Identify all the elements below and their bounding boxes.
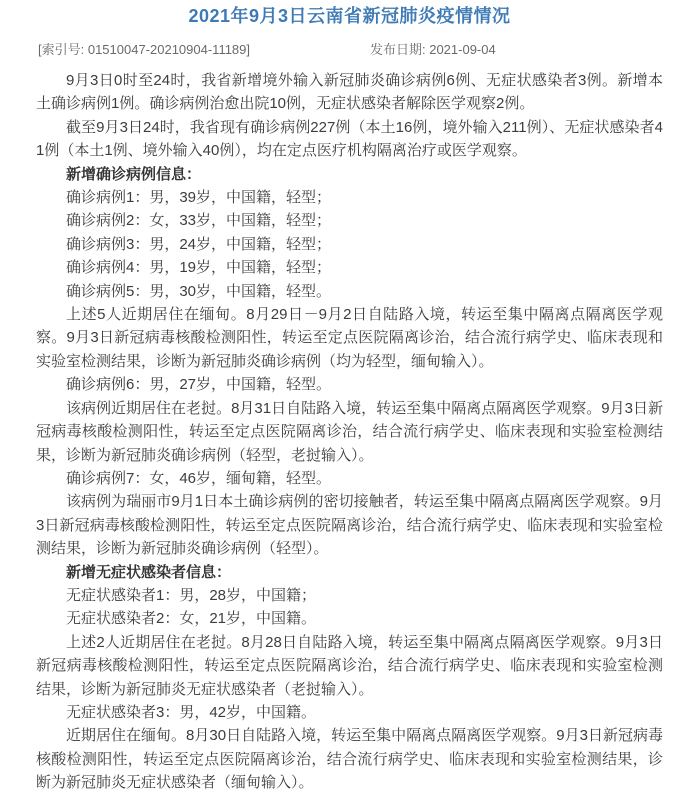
paragraph: 确诊病例5：男，30岁，中国籍，轻型。 [66, 282, 332, 300]
paragraph: 新增确诊病例信息： [66, 165, 202, 183]
index-number: [索引号: 01510047-20210904-11189] [38, 42, 251, 57]
paragraph: 无症状感染者1：男，28岁，中国籍； [66, 586, 317, 604]
paragraph: 该病例为瑞丽市9月1日本土确诊病例的密切接触者，转运至集中隔离点隔离医学观察。9月3日新冠病毒核酸检测阳性，转运至定点医院隔离诊治，结合流行病学史、临床表现和实验室检测结果，诊断为新冠肺炎确诊病例（轻型）。 [36, 493, 663, 558]
publish-date: 发布日期: 2021-09-04 [370, 42, 496, 57]
meta-row [0, 41, 699, 58]
paragraph: 上述2人近期居住在老挝。8月28日自陆路入境，转运至集中隔离点隔离医学观察。9月3日新冠病毒核酸检测阳性，转运至定点医院隔离诊治，结合流行病学史、临床表现和实验室检测结果，诊断为新冠肺炎无症状感染者（老挝输入）。 [36, 633, 663, 698]
page-title: 2021年9月3日云南省新冠肺炎疫情情况 [188, 6, 511, 26]
paragraph: 新增无症状感染者信息： [66, 563, 232, 581]
paragraph: 确诊病例1：男，39岁，中国籍，轻型； [66, 189, 332, 207]
paragraph: 该病例近期居住在老挝。8月31日自陆路入境，转运至集中隔离点隔离医学观察。9月3日新冠病毒核酸检测阳性，转运至定点医院隔离诊治，结合流行病学史、临床表现和实验室检测结果，诊断为新冠肺炎确诊病例（轻型，老挝输入）。 [36, 399, 663, 464]
paragraph: 近期居住在缅甸。8月30日自陆路入境，转运至集中隔离点隔离医学观察。9月3日新冠病毒核酸检测阳性，转运至定点医院隔离诊治，结合流行病学史、临床表现和实验室检测结果，诊断为新冠肺炎无症状感染者（缅甸输入）。 [36, 727, 663, 792]
paragraph: 无症状感染者3：男，42岁，中国籍。 [66, 703, 317, 721]
paragraph: 确诊病例6：男，27岁，中国籍，轻型。 [66, 376, 332, 394]
paragraph: 确诊病例4：男，19岁，中国籍，轻型； [66, 259, 332, 277]
paragraph: 确诊病例2：女，33岁，中国籍，轻型； [66, 212, 332, 230]
paragraph: 截至9月3日24时，我省现有确诊病例227例（本土16例，境外输入211例）、无症状感染者41例（本土1例、境外输入40例），均在定点医疗机构隔离治疗或医学观察。 [36, 118, 663, 160]
paragraph: 9月3日0时至24时，我省新增境外输入新冠肺炎确诊病例6例、无症状感染者3例。新增本土确诊病例1例。确诊病例治愈出院10例，无症状感染者解除医学观察2例。 [36, 72, 663, 113]
paragraph: 无症状感染者2：女，21岁，中国籍。 [66, 610, 317, 628]
paragraph: 确诊病例7：女，46岁，缅甸籍，轻型。 [66, 469, 332, 487]
paragraph: 确诊病例3：男，24岁，中国籍，轻型； [66, 235, 332, 253]
paragraph: 上述5人近期居住在缅甸。8月29日－9月2日自陆路入境，转运至集中隔离点隔离医学观察。9月3日新冠病毒核酸检测阳性，转运至定点医院隔离诊治，结合流行病学史、临床表现和实验室检测结果，诊断为新冠肺炎确诊病例（均为轻型，缅甸输入）。 [36, 306, 663, 370]
article-body [0, 69, 699, 795]
